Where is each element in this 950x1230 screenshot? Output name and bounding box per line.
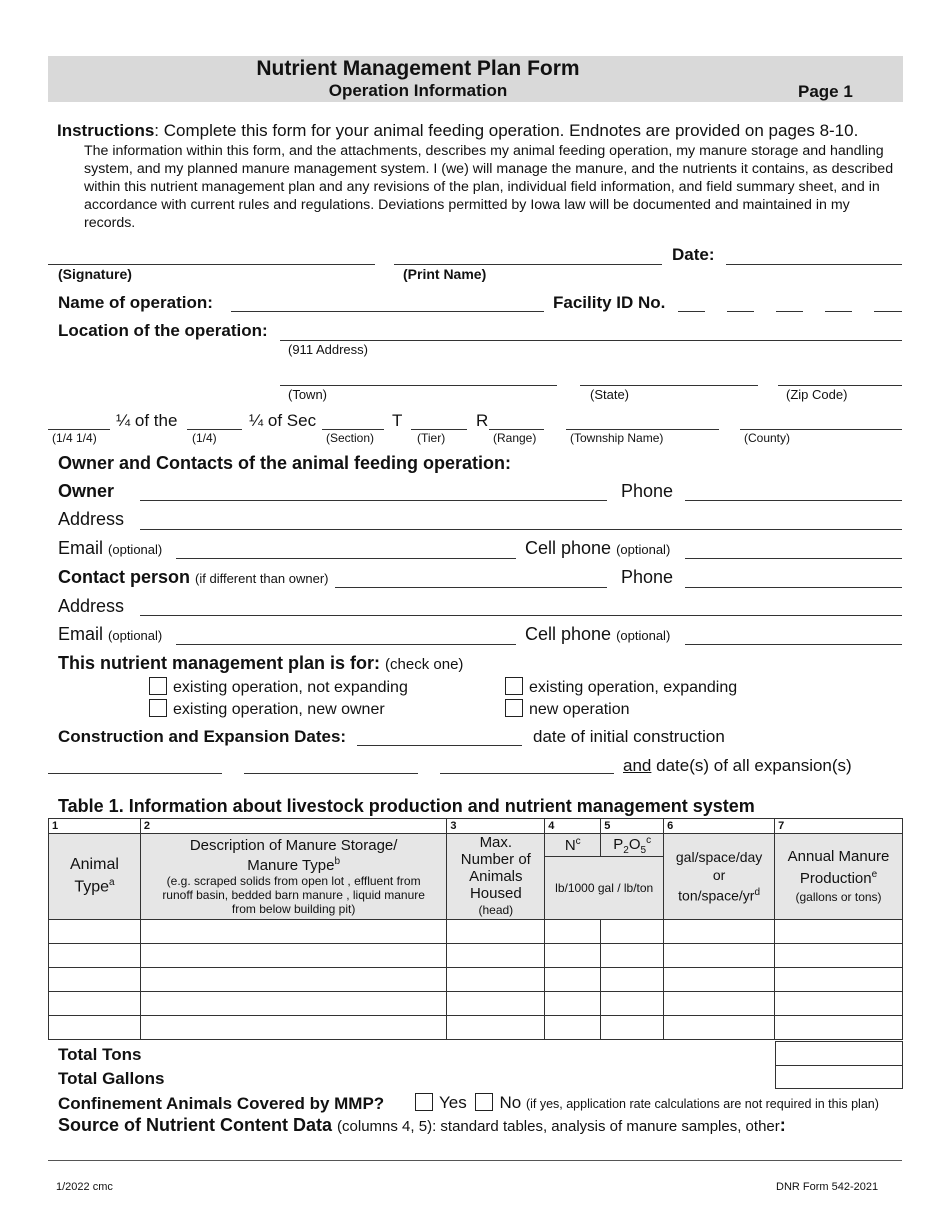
table-column-numbers [49, 819, 903, 834]
instructions-label: Instructions [57, 121, 155, 140]
contact-address-label: Address [58, 596, 125, 616]
contact-person-line[interactable] [335, 587, 607, 588]
confinement-label: Confinement Animals Covered by MMP? [58, 1094, 385, 1113]
header-description [140, 834, 446, 920]
total-tons-label: Total Tons [58, 1045, 142, 1064]
contact-cell-text: Cell phone [525, 624, 612, 644]
o-sub: 5 [640, 844, 647, 856]
table-cell[interactable] [545, 944, 601, 968]
table-cell[interactable] [49, 1016, 141, 1040]
table-cell[interactable] [664, 992, 775, 1016]
zip-caption: (Zip Code) [786, 387, 848, 402]
header-nitrogen [545, 834, 601, 857]
owner-email-text: Email [58, 538, 104, 558]
total-gallons-label: Total Gallons [58, 1069, 165, 1088]
table-cell[interactable] [601, 920, 664, 944]
table-cell[interactable] [140, 920, 446, 944]
owner-email-label [58, 538, 162, 559]
option-expanding-label: existing operation, expanding [529, 679, 738, 696]
col6-sup: d [754, 887, 760, 899]
expansion-date-line-2[interactable] [244, 773, 418, 774]
range-r-label: R [476, 411, 489, 430]
table1-title: Table 1. Information about livestock production and nutrient management system [58, 796, 755, 816]
total-tons-cell[interactable] [775, 1041, 903, 1066]
quarter-quarter-line[interactable] [48, 429, 110, 430]
contact-email-optional: (optional) [108, 628, 163, 643]
tier-t-label: T [392, 411, 403, 430]
plan-for-heading: This nutrient management plan is for: [58, 653, 381, 673]
plan-for-check-one: (check one) [385, 656, 464, 673]
plan-for-label [58, 653, 463, 674]
table-cell[interactable] [775, 992, 903, 1016]
desc-sup: b [334, 855, 341, 867]
instructions-lead [57, 121, 917, 141]
option-new-owner[interactable] [149, 699, 385, 719]
table-cell[interactable] [545, 1016, 601, 1040]
table-cell[interactable] [447, 944, 545, 968]
header-col6 [664, 834, 775, 920]
state-caption: (State) [590, 387, 630, 402]
desc-note: (e.g. scraped solids from open lot , effluent from runoff basin, bedded barn manure , liquid manure from below building pit) [162, 873, 425, 916]
contact-address-line[interactable] [140, 615, 902, 616]
table-cell[interactable] [447, 920, 545, 944]
town-line[interactable] [280, 385, 557, 386]
operation-name-line[interactable] [231, 311, 544, 312]
n-sup: c [575, 836, 581, 847]
option-not-expanding-label: existing operation, not expanding [173, 679, 408, 696]
contact-person-note: (if different than owner) [195, 571, 329, 586]
table-cell[interactable] [664, 944, 775, 968]
col7-sup: e [871, 868, 878, 880]
section-caption: (Section) [326, 431, 375, 445]
range-caption: (Range) [493, 431, 537, 445]
form-subtitle: Operation Information [328, 81, 508, 100]
owner-line[interactable] [140, 500, 607, 501]
header-animal-type [49, 834, 141, 920]
address-caption: (911 Address) [288, 342, 368, 357]
contact-person-text: Contact person [58, 567, 191, 587]
owner-email-line[interactable] [176, 558, 516, 559]
owner-phone-label: Phone [621, 481, 674, 501]
col-num-6: 6 [664, 819, 775, 834]
col7-a: Annual Manure [787, 847, 890, 865]
col7-b: Production [799, 869, 872, 887]
table-cell[interactable] [447, 1016, 545, 1040]
county-line[interactable] [740, 429, 902, 430]
max-number-head: (head) [478, 903, 514, 917]
contact-person-label [58, 567, 328, 588]
contacts-heading: Owner and Contacts of the animal feeding operation: [58, 453, 512, 473]
col-num-1: 1 [49, 819, 141, 834]
print-name-caption: (Print Name) [403, 266, 487, 282]
animal-type-sup: a [109, 877, 115, 889]
option-new-operation[interactable] [505, 699, 630, 719]
owner-cell-line[interactable] [685, 558, 902, 559]
print-name-line[interactable] [394, 264, 662, 265]
table-cell[interactable] [601, 968, 664, 992]
table-cell[interactable] [140, 1016, 446, 1040]
table-cell[interactable] [601, 992, 664, 1016]
tier-caption: (Tier) [417, 431, 446, 445]
contact-cell-label [525, 624, 670, 645]
table-cell[interactable] [775, 968, 903, 992]
checkbox-expanding[interactable] [505, 677, 523, 695]
source-label: Source of Nutrient Content Data [58, 1115, 333, 1135]
contact-email-line[interactable] [176, 644, 516, 645]
township-caption: (Township Name) [570, 431, 664, 445]
facility-id-box-1[interactable] [678, 311, 705, 312]
table-cell[interactable] [601, 1016, 664, 1040]
confinement-no: No [499, 1093, 522, 1112]
option-not-expanding[interactable] [149, 677, 408, 697]
checkbox-no[interactable] [475, 1093, 493, 1111]
option-expanding[interactable] [505, 677, 737, 697]
table-row[interactable] [49, 944, 903, 968]
footer-right: DNR Form 542-2021 [776, 1181, 879, 1193]
address-line[interactable] [280, 340, 902, 341]
option-new-owner-label: existing operation, new owner [173, 701, 385, 718]
quarter-of-the-label: ¼ of the [116, 411, 178, 430]
animal-type-text: Animal Type [69, 856, 119, 896]
desc-line1: Description of Manure Storage/ [189, 836, 398, 854]
table-row[interactable] [49, 992, 903, 1016]
table-cell[interactable] [775, 1016, 903, 1040]
footer-rule [48, 1160, 902, 1161]
owner-address-label: Address [58, 509, 125, 529]
col-num-7: 7 [775, 819, 903, 834]
zip-line[interactable] [778, 385, 902, 386]
source-line [58, 1115, 786, 1136]
contact-email-text: Email [58, 624, 104, 644]
facility-id-box-4[interactable] [825, 311, 852, 312]
initial-construction-line[interactable] [357, 745, 522, 746]
township-line[interactable] [566, 429, 719, 430]
max-number-text: Max. Number of Animals Housed [460, 834, 531, 902]
col7-c: (gallons or tons) [795, 889, 882, 904]
contact-cell-optional: (optional) [616, 628, 671, 643]
contact-phone-line[interactable] [685, 587, 902, 588]
table-cell[interactable] [664, 968, 775, 992]
date-line[interactable] [726, 264, 902, 265]
expansion-date-line-1[interactable] [48, 773, 222, 774]
option-new-operation-label: new operation [529, 701, 630, 718]
table-header-row [49, 834, 903, 857]
col-num-4: 4 [545, 819, 601, 834]
quarter-caption: (1/4) [192, 431, 217, 445]
table-cell[interactable] [140, 944, 446, 968]
initial-construction-label: date of initial construction [533, 727, 725, 746]
table-cell[interactable] [49, 992, 141, 1016]
quarter-quarter-caption: (1/4 1/4) [52, 431, 97, 445]
col6-a: gal/space/day [675, 849, 763, 866]
expansion-dates-text: date(s) of all expansion(s) [656, 756, 852, 775]
table-cell[interactable] [545, 968, 601, 992]
header-max-number [447, 834, 545, 920]
checkbox-new-operation[interactable] [505, 699, 523, 717]
col-num-5: 5 [601, 819, 664, 834]
owner-cell-label [525, 538, 670, 559]
owner-label: Owner [58, 481, 115, 501]
col6-b: or [712, 867, 726, 884]
col6-c: ton/space/yr [678, 887, 755, 904]
table-cell[interactable] [545, 992, 601, 1016]
range-line[interactable] [489, 429, 544, 430]
table-cell[interactable] [447, 992, 545, 1016]
quarter-line[interactable] [187, 429, 242, 430]
location-label: Location of the operation: [58, 321, 268, 340]
form-title: Nutrient Management Plan Form [256, 57, 580, 80]
p-sub: 2 [623, 844, 629, 856]
table-cell[interactable] [664, 1016, 775, 1040]
table-cell[interactable] [664, 920, 775, 944]
col-num-3: 3 [447, 819, 545, 834]
section-line[interactable] [322, 429, 384, 430]
town-caption: (Town) [288, 387, 328, 402]
contact-phone-label: Phone [621, 567, 674, 587]
table-cell[interactable] [447, 968, 545, 992]
table-cell[interactable] [545, 920, 601, 944]
owner-phone-line[interactable] [685, 500, 902, 501]
footer-left: 1/2022 cmc [56, 1181, 113, 1193]
table-cell[interactable] [140, 992, 446, 1016]
confinement-yes: Yes [439, 1093, 467, 1112]
owner-cell-optional: (optional) [616, 542, 671, 557]
p-sup: c [646, 834, 652, 846]
facility-id-box-5[interactable] [874, 311, 902, 312]
header-col7 [775, 834, 903, 920]
table-cell[interactable] [49, 968, 141, 992]
confinement-note: (if yes, application rate calculations are not required in this plan) [525, 1097, 879, 1111]
instructions-body: The information within this form, and the attachments, describes my animal feeding operation, my manure storage and handling system, and my planned manure management system. I (we) will manage the manure, and the nutrients it contains, as described within this nutrient management plan and any revisions of the plan, individual field information, and field summary sheet, and in accordance with current rules and regulations. Deviations permitted by Iowa law will be documented and maintained in my records. [84, 143, 894, 231]
header-units-4-5: lb/1000 gal / lb/ton [545, 857, 664, 920]
table-cell[interactable] [775, 920, 903, 944]
expansion-dates-label [623, 756, 852, 776]
page-number: Page 1 [798, 82, 853, 101]
n-text: N [564, 837, 576, 854]
instructions-lead-text: : Complete this form for your animal feeding operation. Endnotes are provided on pages 8-10. [154, 121, 859, 140]
expansion-and: and [623, 756, 652, 775]
date-label: Date: [672, 245, 715, 264]
signature-caption: (Signature) [58, 266, 132, 282]
facility-id-box-3[interactable] [776, 311, 803, 312]
table-cell[interactable] [775, 944, 903, 968]
table-row[interactable] [49, 968, 903, 992]
livestock-table [48, 818, 903, 1040]
facility-id-label: Facility ID No. [553, 293, 666, 312]
confinement-options [415, 1093, 879, 1113]
checkbox-not-expanding[interactable] [149, 677, 167, 695]
owner-address-line[interactable] [140, 529, 902, 530]
contact-cell-line[interactable] [685, 644, 902, 645]
table-cell[interactable] [601, 944, 664, 968]
table-cell[interactable] [49, 920, 141, 944]
owner-email-optional: (optional) [108, 542, 163, 557]
total-gallons-cell[interactable] [775, 1065, 903, 1089]
state-line[interactable] [580, 385, 758, 386]
table-cell[interactable] [49, 944, 141, 968]
facility-id-box-2[interactable] [727, 311, 754, 312]
table-cell[interactable] [140, 968, 446, 992]
operation-name-label: Name of operation: [58, 293, 213, 312]
contact-email-label [58, 624, 162, 645]
source-text: (columns 4, 5): standard tables, analysis of manure samples, other [337, 1118, 780, 1135]
table-row[interactable] [49, 1016, 903, 1040]
checkbox-yes[interactable] [415, 1093, 433, 1111]
o-text: O [628, 835, 641, 853]
source-colon: : [779, 1115, 786, 1135]
col-num-2: 2 [140, 819, 446, 834]
checkbox-new-owner[interactable] [149, 699, 167, 717]
tier-line[interactable] [411, 429, 467, 430]
table-row[interactable] [49, 920, 903, 944]
header-phosphate [601, 834, 664, 857]
owner-cell-text: Cell phone [525, 538, 612, 558]
expansion-date-line-3[interactable] [440, 773, 614, 774]
desc-line2: Manure Type [247, 856, 335, 874]
county-caption: (County) [744, 431, 791, 445]
construction-dates-label: Construction and Expansion Dates: [58, 727, 347, 746]
p-text: P [613, 835, 624, 853]
signature-line[interactable] [48, 264, 375, 265]
quarter-of-sec-label: ¼ of Sec [249, 411, 317, 430]
